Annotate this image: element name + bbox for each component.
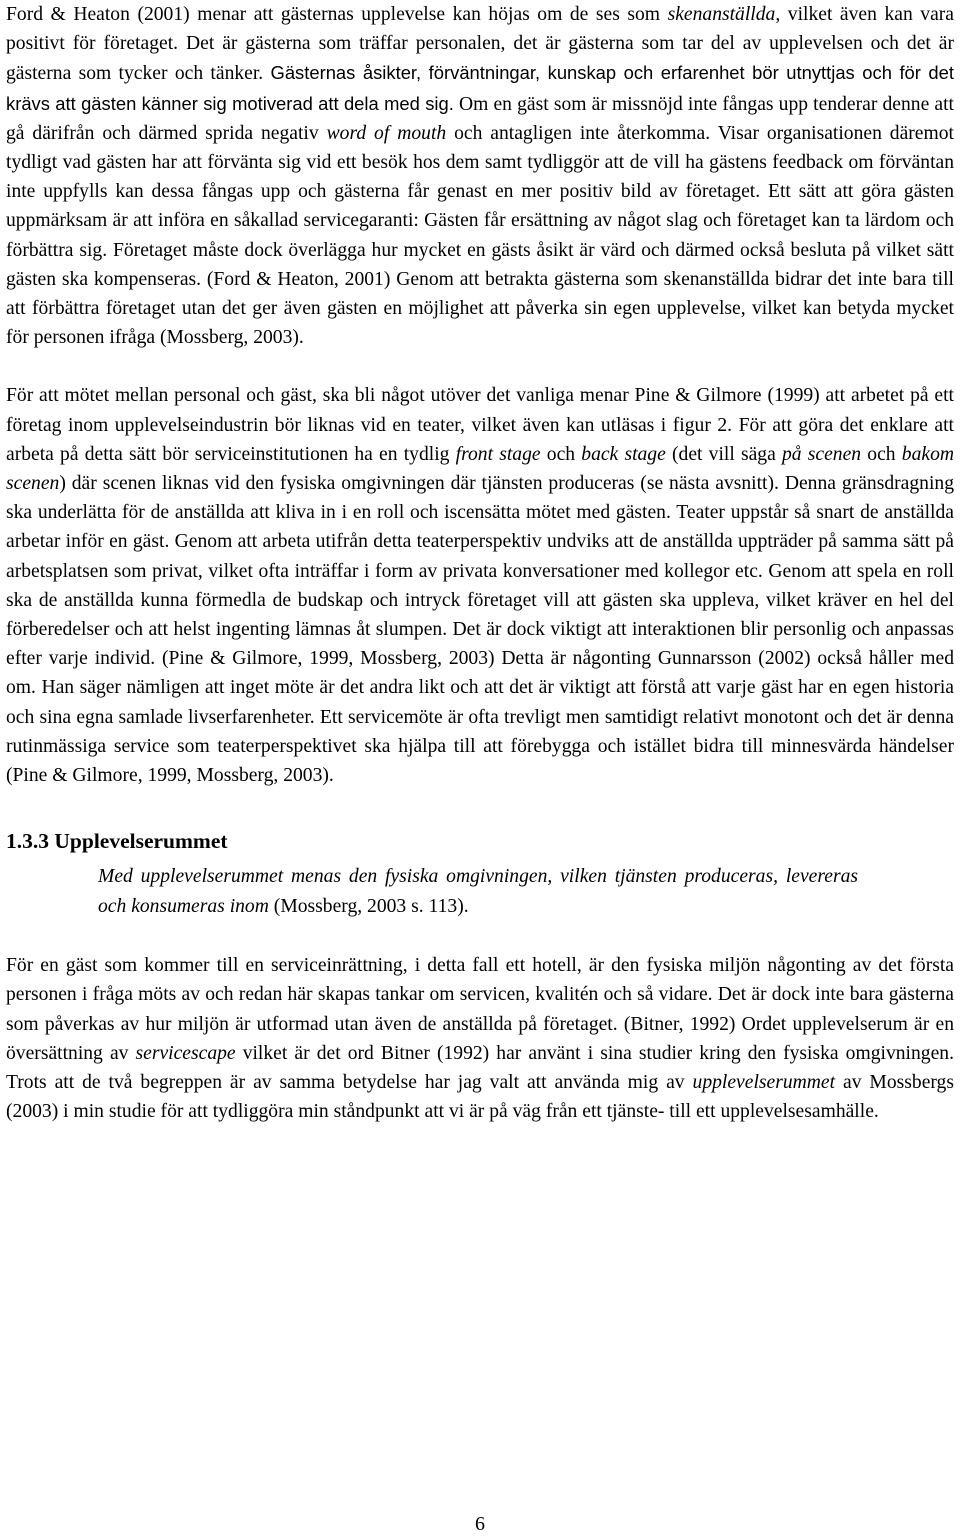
- page-number: 6: [475, 1513, 485, 1535]
- text-run: Om en gäst som är missnöjd inte fångas upp tenderar denne att gå därifrån och därmed sprida negativ: [6, 93, 955, 144]
- text-run: Ford & Heaton (2001) menar att gästernas upplevelse kan höjas om de ses som: [6, 4, 668, 25]
- text-run: För att mötet mellan personal och gäst, ska bli något utöver det vanliga menar Pine & Gilmore (1999) att arbetet på ett företag inom upplevelseindustrin bör liknas vid en teater, vilket även kan utläsas i figur 2. För att göra det enklare att arbeta på detta sätt bör serviceinstitutionen ha en tydlig: [6, 385, 954, 465]
- text-run: (det vill säga: [665, 443, 782, 465]
- emphasis-text: servicescape: [135, 1042, 236, 1064]
- quote-citation: (Mossberg, 2003 s. 113).: [268, 895, 469, 917]
- emphasis-text: upplevelserummet: [692, 1072, 836, 1094]
- document-page: [6, 0, 954, 1127]
- text-run: av Mossbergs (2003) i min studie för att tydliggöra min ståndpunkt att vi är på väg från ett tjänste- till ett upplevelsesamhälle.: [6, 1072, 954, 1123]
- emphasis-text: back stage: [581, 443, 666, 465]
- emphasis-text: på scenen: [781, 443, 862, 465]
- body-paragraph-theatre-guests: [6, 0, 954, 352]
- text-run: vilket är det ord Bitner (1992) har använt i sina studier kring den fysiska omgivningen. Trots att de två begreppen är av samma betydelse har jag valt att använda mig av: [6, 1042, 954, 1094]
- block-quote: [98, 862, 858, 921]
- text-run: För en gäst som kommer till en serviceinrättning, i detta fall ett hotell, är den fysiska miljön någonting av det första personen i fråga möts av och redan här skapas tankar om servicen, kvalitén och så vidare. Det är dock inte bara gästerna som påverkas av hur miljön är utformad utan även de anställda på företaget. (Bitner, 1992) Ordet upplevelserum är en översättning av: [6, 955, 954, 1064]
- text-run: och: [861, 443, 902, 465]
- text-run: , vilket även kan vara positivt för företaget. Det är gästerna som träffar personalen, det är gästerna som tar del av upplevelsen och det är gästerna som tycker och tänker.: [6, 4, 954, 85]
- emphasis-text: skenanställda: [667, 4, 776, 25]
- text-run: och antagligen inte återkomma. Visar organisationen däremot tydligt vad gästen har att förvänta sig vid ett besök hos dem samt tydliggör att de vill ha gästens feedback om förväntan inte uppfylls kan dessa fångas upp och gästerna får genast en mer positiv bild av företaget. Ett sätt att göra gästen uppmärksam är att införa en såkallad servicegaranti: Gästen får ersättning av något slag och företaget kan ta lärdom och förbättra sig. Företaget måste dock överlägga hur mycket en gästs åsikt är värd och därmed också besluta på vilket sätt gästen ska kompenseras. (Ford & Heaton, 2001) Genom att betrakta gästerna som skenanställda bidrar det inte bara till att förbättra företaget utan det ger även gästen en möjlighet att påverka sin egen upplevelse, vilket kan betyda mycket för personen ifråga (Mossberg, 2003).: [6, 122, 954, 349]
- emphasis-text: bakom scenen: [6, 443, 955, 495]
- emphasis-text: front stage: [455, 443, 541, 465]
- text-run: ) där scenen liknas vid den fysiska omgivningen där tjänsten produceras (se nästa avsnitt). Denna gränsdragning ska underlätta för de anställda att kliva in i en roll och iscensätta mötet med gästen. Teater uppstår så snart de anställda arbetar inför en gäst. Genom att arbeta utifrån detta teaterperspektiv undviks att de anställda uppträder på samma sätt på arbetsplatsen som privat, vilket ofta inträffar i form av privata konversationer med kollegor etc. Genom att spela en roll ska de anställda kunna förmedla de budskap och intryck företaget vill att gästen ska uppleva, vilket kräver en hel del förberedelser och att helst ingenting lämnas åt slumpen. Det är dock viktigt att interaktionen blir personlig och anpassas efter varje individ. (Pine & Gilmore, 1999, Mossberg, 2003) Detta är någonting Gunnarsson (2002) också håller med om. Han säger nämligen att inget möte är det andra likt och att det är viktigt att förstå att varje gäst har en egen historia och sina egna samlade livserfarenheter. Ett servicemöte är ofta trevligt men samtidigt relativt monotont och det är denna rutinmässiga service som teaterperspektivet ska hjälpa till att förebygga och istället bidra till minnesvärda händelser (Pine & Gilmore, 1999, Mossberg, 2003).: [6, 473, 954, 787]
- section-heading: 1.3.3 Upplevelserummet: [6, 829, 228, 854]
- emphasis-text: word of mouth: [326, 122, 447, 144]
- sans-serif-text-run: Gästernas åsikter, förväntningar, kunskap och erfarenhet bör utnyttjas och för det krävs att gästen känner sig motiverad att dela med sig.: [6, 62, 954, 114]
- quote-text: Med upplevelserummet menas den fysiska omgivningen, vilken tjänsten produceras, levereras och konsumeras inom: [98, 866, 858, 917]
- text-run: och: [540, 443, 582, 465]
- body-paragraph-servicescape: [6, 951, 954, 1126]
- body-paragraph-theatre-perspective: [6, 381, 954, 790]
